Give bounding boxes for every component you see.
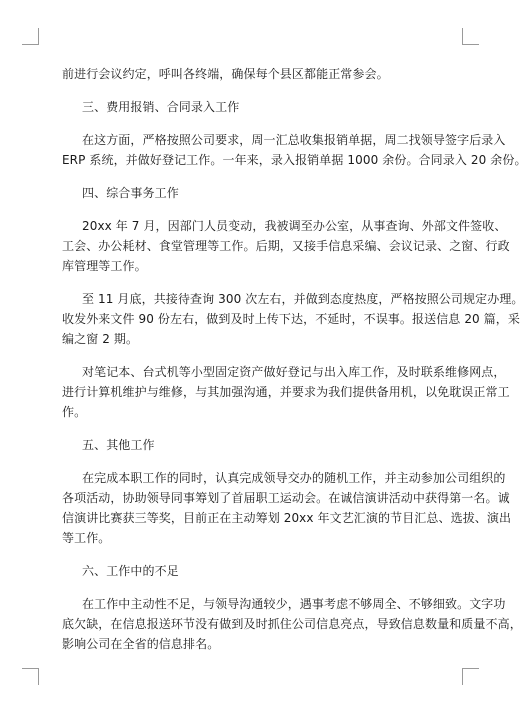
crop-mark-bottom-left	[22, 668, 39, 685]
crop-mark-top-right	[462, 28, 479, 45]
text-line: 影响公司在全省的信息排名。	[62, 637, 220, 651]
text-line: 对笔记本、台式机等小型固定资产做好登记与出入库工作，及时联系维修网点，	[82, 365, 506, 379]
section-heading: 六、工作中的不足	[82, 564, 179, 578]
section-heading: 三、费用报销、合同录入工作	[82, 100, 240, 114]
text-line: 进行计算机维护与维修，与其加强沟通，并要求为我们提供备用机，以免耽误正常工	[62, 385, 510, 399]
crop-mark-bottom-right	[462, 668, 479, 685]
text-line: 在这方面，严格按照公司要求，周一汇总收集报销单据，周二找领导签字后录入	[82, 133, 506, 147]
text-line: 等工作。	[62, 531, 111, 545]
text-line: 各项活动，协助领导同事筹划了首届职工运动会。在诚信演讲活动中获得第一名。诚	[62, 491, 510, 505]
text-line: 信演讲比赛获三等奖，目前正在主动筹划 20xx 年文艺汇演的节目汇总、选拔、演出	[62, 511, 512, 525]
section-heading: 四、综合事务工作	[82, 186, 179, 200]
text-line: 作。	[62, 405, 87, 419]
text-line: 工会、办公耗材、食堂管理等工作。后期，又接手信息采编、会议记录、之窗、行政	[62, 239, 510, 253]
text-line: 至 11 月底，共接待查询 300 次左右，并做到态度热度，严格按照公司规定办理。	[82, 292, 524, 306]
text-line: 在完成本职工作的同时，认真完成领导交办的随机工作，并主动参加公司组织的	[82, 471, 506, 485]
text-line: ERP 系统，并做好登记工作。一年来，录入报销单据 1000 余份。合同录入 20 余份。	[62, 153, 527, 167]
text-line: 底欠缺，在信息报送环节没有做到及时抓住公司信息亮点，导致信息数量和质量不高，	[62, 617, 522, 631]
document-body	[62, 64, 527, 654]
text-line: 收发外来文件 90 份左右，做到及时上传下达，不延时，不误事。报送信息 20 篇，采	[62, 312, 520, 326]
text-line: 前进行会议约定，呼叫各终端，确保每个县区都能正常参会。	[62, 67, 389, 81]
text-line: 20xx 年 7 月，因部门人员变动，我被调至办公室，从事查询、外部文件签收、	[82, 219, 507, 233]
text-line: 库管理等工作。	[62, 259, 147, 273]
crop-mark-top-left	[22, 28, 39, 45]
text-line: 编之窗 2 期。	[62, 332, 139, 346]
section-heading: 五、其他工作	[82, 438, 155, 452]
text-line: 在工作中主动性不足，与领导沟通较少，遇事考虑不够周全、不够细致。文字功	[82, 597, 506, 611]
